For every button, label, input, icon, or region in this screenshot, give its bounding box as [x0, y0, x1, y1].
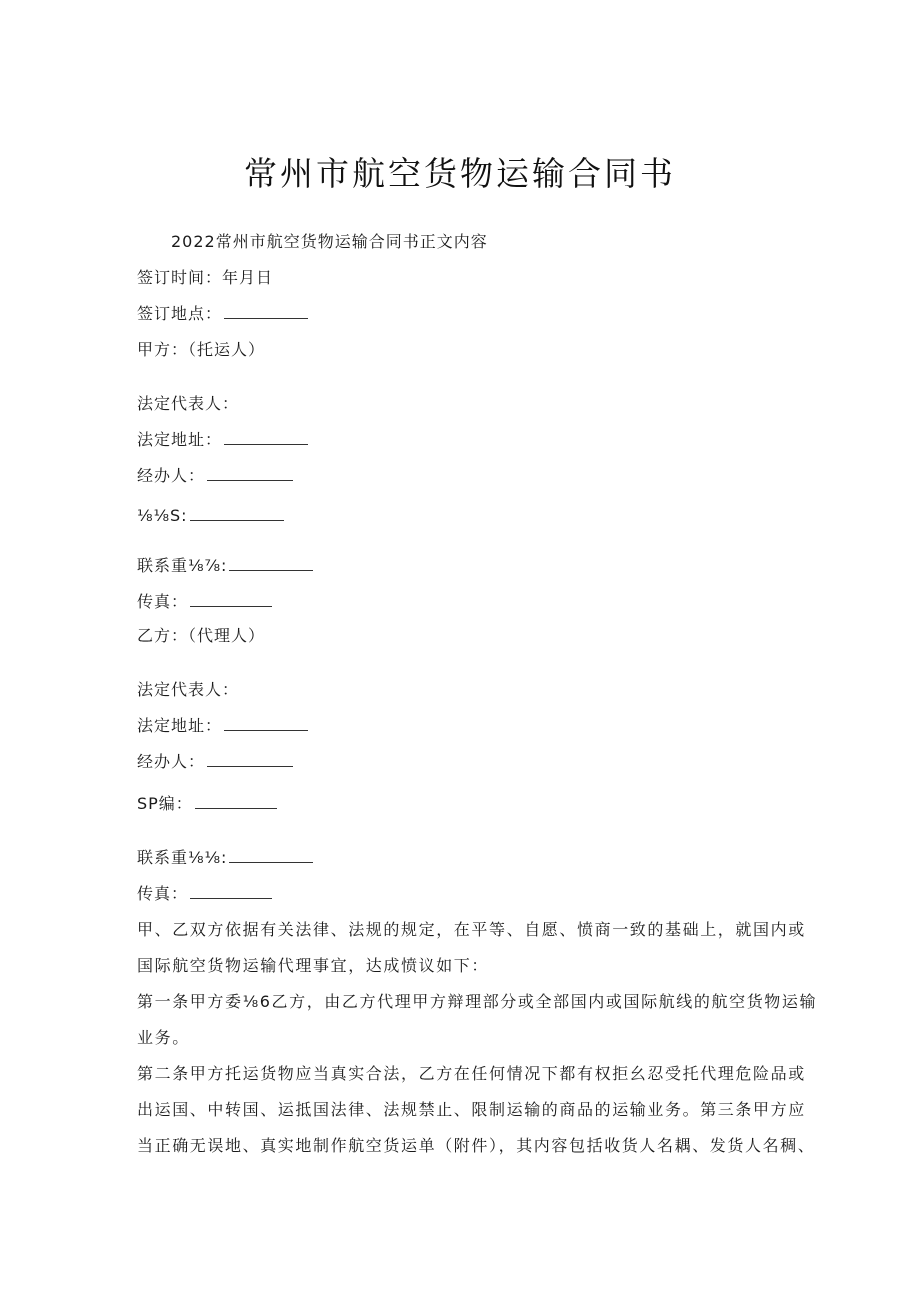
party-a-agent-row [137, 466, 293, 486]
party-b-address-blank [224, 716, 308, 731]
party-b-phone-blank [229, 848, 313, 863]
party-b-agent-row [137, 752, 293, 772]
body-line: 业务。 [137, 1028, 190, 1047]
body-line: 甲、乙双方依据有关法律、法规的规定，在平等、自愿、愤商一致的基础上，就国内或 [137, 920, 806, 939]
party-a-agent-label: 经办人： [137, 466, 206, 485]
party-a-legal-rep: 法定代表人： [137, 394, 240, 413]
body-line: 第二条甲方托运货物应当真实合法，乙方在任何情况下都有权拒幺忍受托代理危险品或 [137, 1064, 806, 1083]
party-a-phone-label: 联系重⅛⅞: [137, 556, 228, 575]
party-b-fax-blank [190, 884, 272, 899]
party-b-heading: 乙方：（代理人） [137, 626, 266, 645]
body-line: 当正确无误地、真实地制作航空货运单（附件），其内容包括收货人名耦、发货人名稠、 [137, 1136, 816, 1155]
party-b-legal-rep: 法定代表人： [137, 680, 240, 699]
party-a-agent-blank [207, 466, 293, 481]
party-a-address-label: 法定地址： [137, 430, 223, 449]
party-a-fax-label: 传真： [137, 592, 189, 611]
party-b-address-label: 法定地址： [137, 716, 223, 735]
party-b-agent-blank [207, 752, 293, 767]
party-b-agent-label: 经办人： [137, 752, 206, 771]
party-b-phone-label: 联系重⅛⅛: [137, 848, 228, 867]
party-a-phone-row [137, 556, 313, 576]
party-a-address-row [137, 430, 308, 450]
contract-body [137, 912, 818, 1164]
party-b-postcode-label: SP编： [137, 794, 193, 813]
party-b-postcode-row [137, 794, 277, 814]
party-a-postcode-row [137, 506, 284, 526]
document-title: 常州市航空货物运输合同书 [244, 154, 676, 193]
party-b-postcode-blank [195, 794, 277, 809]
party-a-phone-blank [229, 556, 313, 571]
party-a-fax-blank [190, 592, 272, 607]
sign-place-label: 签订地点： [137, 304, 223, 323]
sign-date: 签订时间：年月日 [137, 268, 274, 287]
party-b-fax-label: 传真： [137, 884, 189, 903]
party-a-postcode-blank [190, 506, 284, 521]
party-b-address-row [137, 716, 308, 736]
body-line: 国际航空货物运输代理事宜，达成愤议如下： [137, 956, 490, 975]
party-a-fax-row [137, 592, 272, 612]
party-a-postcode-label: ⅛⅛S: [137, 506, 188, 525]
document-subtitle: 2022常州市航空货物运输合同书正文内容 [171, 232, 488, 251]
body-line: 出运国、中转国、运抵国法律、法规禁止、限制运输的商品的运输业务。第三条甲方应 [137, 1100, 806, 1119]
body-line: 第一条甲方委⅛6乙方，由乙方代理甲方辩理部分或全部国内或国际航线的航空货物运输 [137, 992, 818, 1011]
party-b-fax-row [137, 884, 272, 904]
party-a-heading: 甲方：（托运人） [137, 340, 266, 359]
sign-place-blank [224, 304, 308, 319]
sign-place-row [137, 304, 308, 324]
party-b-phone-row [137, 848, 313, 868]
party-a-address-blank [224, 430, 308, 445]
